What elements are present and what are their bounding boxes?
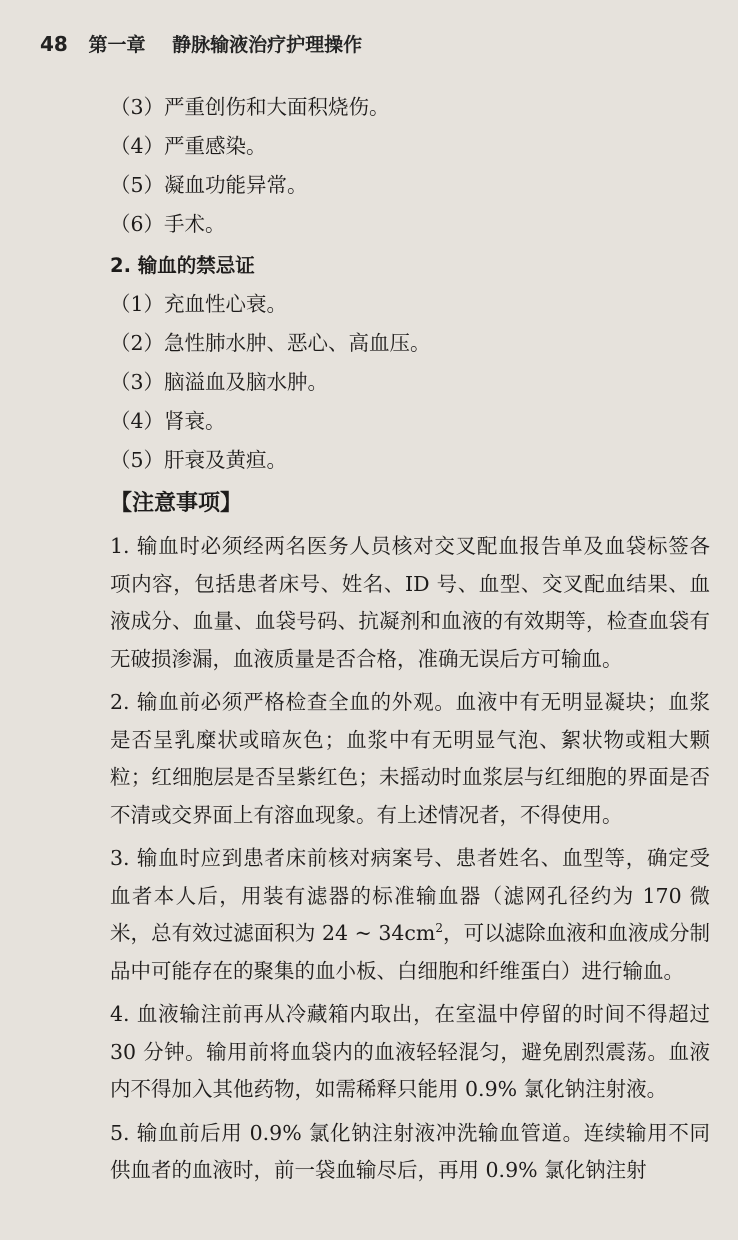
- paragraph: 1. 输血时必须经两名医务人员核对交叉配血报告单及血袋标签各项内容，包括患者床号、姓名、ID 号、血型、交叉配血结果、血液成分、血量、血袋号码、抗凝剂和血液的有效期等，检查血袋有无破损渗漏，血液质量是否合格，准确无误后方可输血。: [110, 534, 710, 671]
- list-item: （1）充血性心衰。: [110, 292, 288, 316]
- chapter-title: 静脉输液治疗护理操作: [172, 34, 363, 56]
- list-item: （2）急性肺水肿、恶心、高血压。: [110, 331, 431, 355]
- list-item: （5）肝衰及黄疸。: [110, 448, 288, 472]
- section-heading-contraindications: 2. 输血的禁忌证: [110, 254, 255, 277]
- chapter-label: 第一章: [88, 34, 146, 56]
- list-item: （4）严重感染。: [110, 134, 267, 158]
- paragraph: 5. 输血前后用 0.9% 氯化钠注射液冲洗输血管道。连续输用不同供血者的血液时，前一袋血输尽后，再用 0.9% 氯化钠注射: [110, 1120, 710, 1182]
- paragraph: 2. 输血前必须严格检查全血的外观。血液中有无明显凝块；血浆是否呈乳糜状或暗灰色；血浆中有无明显气泡、絮状物或粗大颗粒；红细胞层是否呈紫红色；未摇动时血浆层与红细胞的界面是否不清或交界面上有溶血现象。有上述情况者，不得使用。: [110, 690, 710, 827]
- list-item: （5）凝血功能异常。: [110, 173, 308, 197]
- list-item: （4）肾衰。: [110, 409, 226, 433]
- running-header: [40, 30, 362, 57]
- list-item: （3）脑溢血及脑水肿。: [110, 370, 329, 394]
- list-item: （6）手术。: [110, 212, 226, 236]
- paragraph: [110, 840, 710, 990]
- paragraph: 4. 血液输注前再从冷藏箱内取出，在室温中停留的时间不得超过 30 分钟。输用前将血袋内的血液轻轻混匀，避免剧烈震荡。血液内不得加入其他药物，如需稀释只能用 0.9% 氯化钠注射液。: [110, 1002, 710, 1101]
- page-number: 48: [40, 32, 68, 56]
- list-item: （3）严重创伤和大面积烧伤。: [110, 95, 390, 119]
- paragraph-text: 3. 输血时应到患者床前核对病案号、患者姓名、血型等，确定受血者本人后，用装有滤器的标准输血器（滤网孔径约为 170 微米，总有效过滤面积为 24 ~ 34cm: [110, 846, 710, 945]
- section-heading-notes: 【注意事项】: [110, 491, 243, 516]
- paragraph-text: ，可以滤除血液和血液成分制品中可能存在的聚集的血小板、白细胞和纤维蛋白）进行输血。: [110, 921, 710, 983]
- superscript: 2: [435, 921, 443, 936]
- page-body: [80, 88, 710, 1190]
